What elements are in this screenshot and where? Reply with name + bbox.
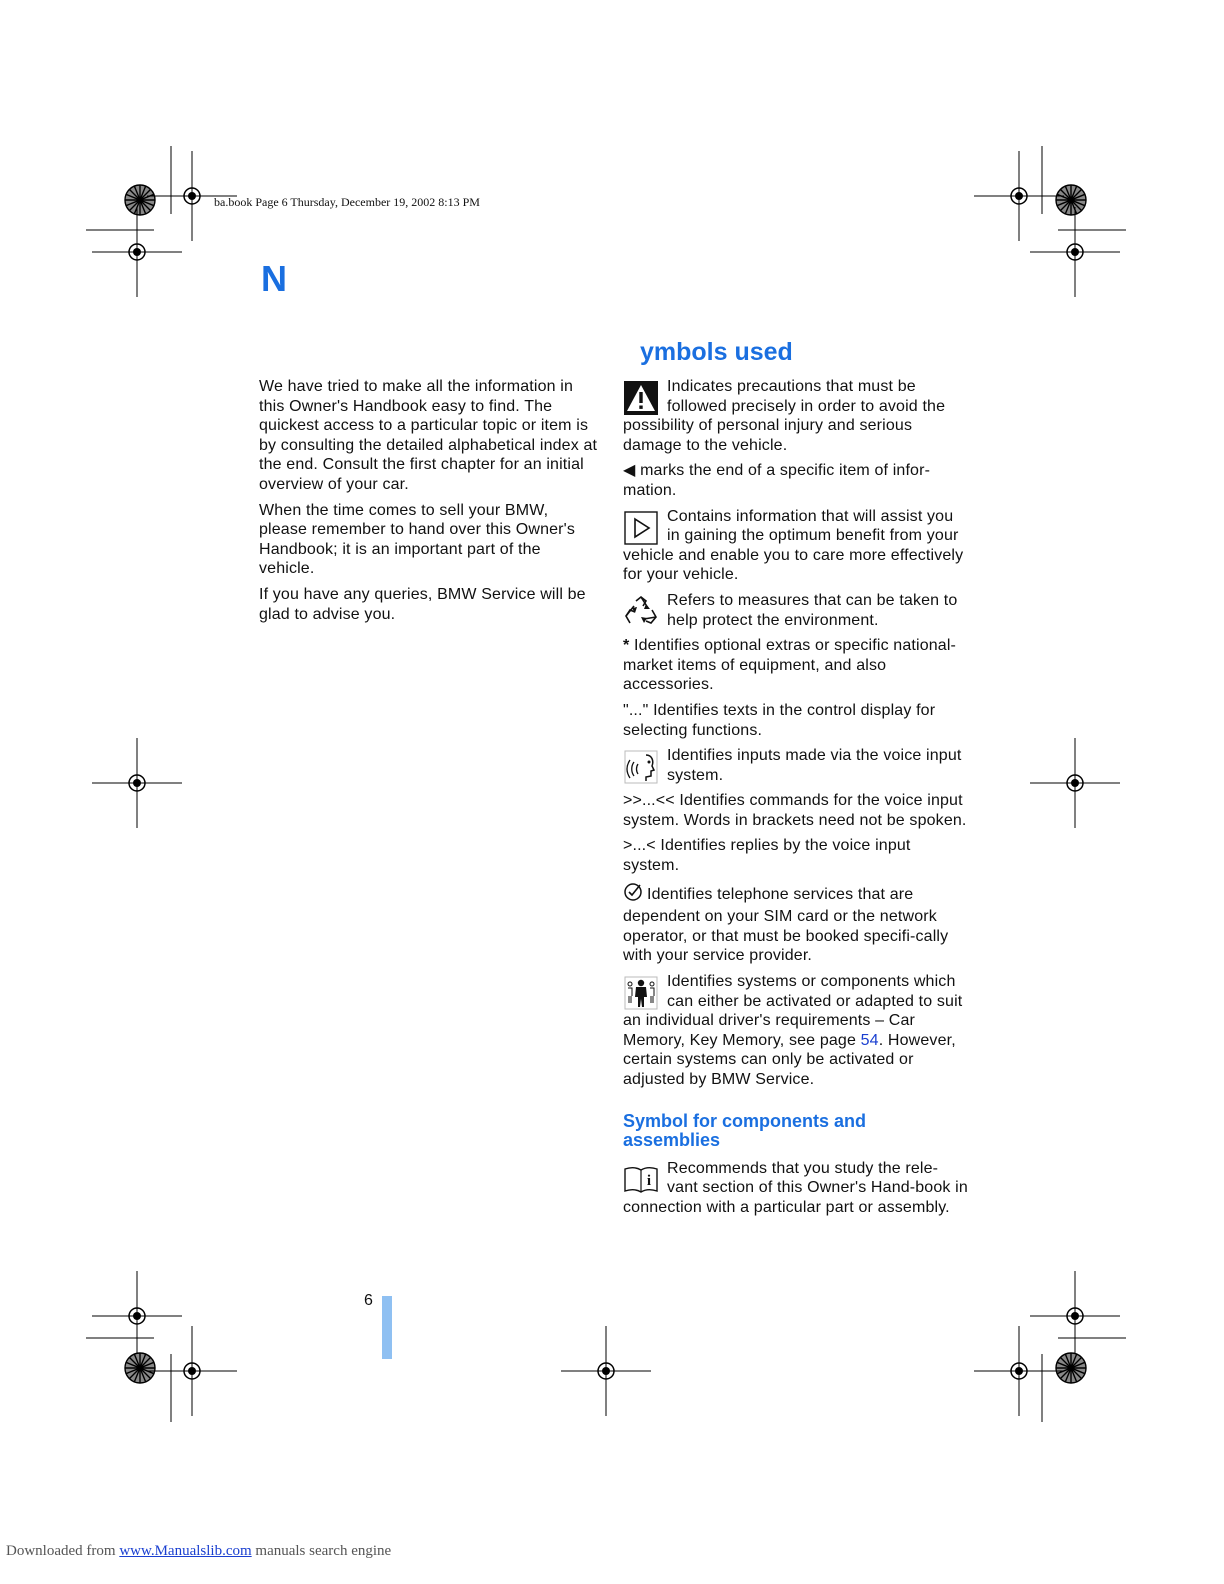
intro-paragraph-3: If you have any queries, BMW Service will be glad to advise you. <box>259 585 586 623</box>
page-number: 6 <box>364 1292 373 1309</box>
symbol-book-text: Recommends that you study the rele-vant section of this Owner's Hand-book in connection with a particular part or assembly. <box>623 1159 968 1216</box>
symbol-end-mark-text: marks the end of a specific item of infor-mation. <box>623 462 931 499</box>
symbol-voice-replies-text: Identifies replies by the voice input system. <box>623 837 911 875</box>
symbol-personal <box>623 972 968 1090</box>
symbol-optional <box>623 636 968 695</box>
symbol-tip <box>623 507 968 585</box>
voice-head-icon <box>623 749 659 785</box>
car-memory-person-icon <box>623 975 659 1011</box>
right-column <box>623 377 968 1223</box>
asterisk-glyph: * <box>623 637 630 655</box>
symbol-display-text <box>623 701 968 740</box>
info-book-icon <box>623 1162 659 1198</box>
symbol-voice-replies <box>623 836 968 875</box>
symbol-telephone-text: Identifies telephone services that are dependent on your SIM card or the network operator, or that must be booked specifi-cally with your service provider. <box>623 885 949 965</box>
recycle-icon <box>623 594 659 630</box>
chapter-letter: N <box>261 258 287 299</box>
quote-glyph: "..." <box>623 701 649 719</box>
footer-suffix: manuals search engine <box>251 1543 392 1559</box>
section-title: ymbols used <box>640 338 793 366</box>
page-54-link[interactable]: 54 <box>860 1031 879 1049</box>
end-mark-glyph: ◀ <box>623 462 636 480</box>
symbol-tip-text: Contains information that will assist you in gaining the optimum benefit from your vehicle and enable you to care more effectively for your vehicle. <box>623 507 964 584</box>
symbol-voice-input <box>623 746 968 785</box>
components-heading: Symbol for components and assemblies <box>623 1110 867 1151</box>
symbol-voice-input-text: Identifies inputs made via the voice input system. <box>667 747 962 784</box>
voice-replies-glyph: >...< <box>623 837 656 855</box>
play-arrow-box-icon <box>623 510 659 546</box>
symbol-environment <box>623 591 968 630</box>
symbol-book <box>623 1159 968 1218</box>
symbol-warning <box>623 377 968 455</box>
symbol-personal-text-before: Identifies systems or components which can either be activated or adapted to suit an individual driver's requirements – Car Memory, Key Memory, see page <box>623 973 963 1049</box>
symbol-environment-text: Refers to measures that can be taken to help protect the environment. <box>667 591 958 629</box>
svg-text:i: i <box>646 1172 652 1189</box>
intro-paragraph-2: When the time comes to sell your BMW, please remember to hand over this Owner's Handbook; it is an important part of the vehicle. <box>259 501 576 578</box>
intro-paragraph-1: We have tried to make all the information in this Owner's Handbook easy to find. The quickest access to a particular topic or item is by consulting the detailed alphabetical index at the end. Consult the first chapter for an initial overview of your car. <box>259 378 598 493</box>
download-footer <box>6 1543 391 1560</box>
symbol-voice-commands <box>623 791 968 830</box>
footer-prefix: Downloaded from <box>6 1543 120 1559</box>
symbol-personal-text-after: . However, certain systems can only be activated or adjusted by BMW Service. <box>623 1031 956 1088</box>
telephone-service-icon <box>623 882 643 908</box>
symbol-warning-text: Indicates precautions that must be followed precisely in order to avoid the possibility of personal injury and serious damage to the vehicle. <box>623 378 946 454</box>
voice-commands-glyph: >>...<< <box>623 792 675 810</box>
warning-triangle-icon <box>623 380 659 416</box>
symbol-voice-commands-text: Identifies commands for the voice input system. Words in brackets need not be spoken. <box>623 792 967 829</box>
symbol-telephone <box>623 882 968 966</box>
manualslib-link[interactable]: www.Manualslib.com <box>119 1543 252 1559</box>
symbol-optional-text: Identifies optional extras or specific national-market items of equipment, and also accessories. <box>623 637 957 694</box>
page-tab-bar <box>382 1296 392 1359</box>
left-column <box>259 377 599 630</box>
running-head: ba.book Page 6 Thursday, December 19, 2002 8:13 PM <box>214 195 480 209</box>
symbol-end-mark <box>623 461 968 500</box>
symbol-display-text-text: Identifies texts in the control display for selecting functions. <box>623 701 936 739</box>
